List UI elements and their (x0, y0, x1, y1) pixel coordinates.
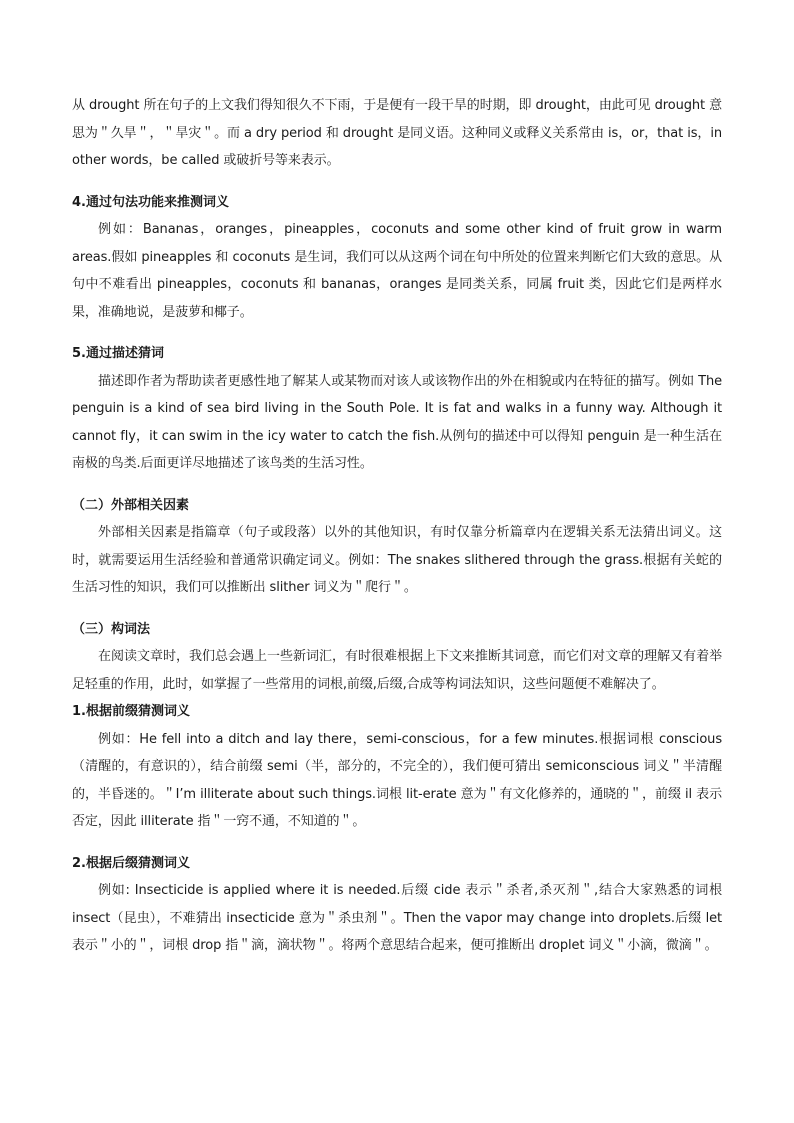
paragraph-prefix: 例如：He fell into a ditch and lay there，semi-conscious，for a few minutes.根据词根 conscious（清醒的，有意识的），结合前缀 semi（半，部分的，不完全的），我们便可猜出 semiconscious 词义＂半清醒的，半昏迷的。＂I’m illiterate about such things.词根 lit-erate 意为＂有文化修养的，通晓的＂，前缀 il 表示否定，因此 illiterate 指＂一窍不通，不知道的＂。 (72, 731, 722, 829)
paragraph-word-formation: 在阅读文章时，我们总会遇上一些新词汇，有时很难根据上下文来推断其词意，而它们对文章的理解又有着举足轻重的作用，此时，如掌握了一些常用的词根,前缀,后缀,合成等构词法知识，这些问题便不难解决了。 (72, 649, 722, 692)
paragraph-external-factors: 外部相关因素是指篇章（句子或段落）以外的其他知识，有时仅靠分析篇章内在逻辑关系无法猜出词义。这时，就需要运用生活经验和普通常识确定词义。例如：The snakes slithered through the grass.根据有关蛇的生活习性的知识，我们可以推断出 slither 词义为＂爬行＂。 (72, 525, 722, 595)
heading-prefix: 1.根据前缀猜测词义 (72, 704, 190, 719)
paragraph-suffix: 例如: Insecticide is applied where it is needed.后缀 cide 表示＂杀者,杀灭剂＂,结合大家熟悉的词根 insect（昆虫），不难猜出 insecticide 意为＂杀虫剂＂。Then the vapor may change into droplets.后缀 let 表示＂小的＂，词根 drop 指＂滴，滴状物＂。将两个意思结合起来，便可推断出 droplet 词义＂小滴，微滴＂。 (72, 883, 722, 953)
heading-suffix: 2.根据后缀猜测词义 (72, 855, 190, 871)
heading-syntax-function: 4.通过句法功能来推测词义 (72, 194, 229, 210)
paragraph-description: 描述即作者为帮助读者更感性地了解某人或某物而对该人或该物作出的外在相貌或内在特征的描写。例如 The penguin is a kind of sea bird living in the South Pole. It is fat and walks in a funny way. Although it cannot fly，it can swim in the icy water to catch the fish.从例句的描述中可以得知 penguin 是一种生活在南极的鸟类.后面更详尽地描述了该鸟类的生活习性。 (72, 373, 722, 471)
paragraph-syntax-function: 例如：Bananas，oranges，pineapples，coconuts and some other kind of fruit grow in warm areas.假如 pineapples 和 coconuts 是生词，我们可以从这两个词在句中所处的位置来判断它们大致的意思。从句中不难看出 pineapples，coconuts 和 bananas，oranges 是同类关系，同属 fruit 类，因此它们是两样水果，准确地说，是菠萝和椰子。 (72, 222, 722, 320)
heading-word-formation: （三）构词法 (72, 621, 151, 637)
heading-description: 5.通过描述猜词 (72, 346, 164, 361)
paragraph-intro: 从 drought 所在句子的上文我们得知很久不下雨，于是便有一段干旱的时期，即 drought，由此可见 drought 意思为＂久旱＂，＂旱灾＂。而 a dry period 和 drought 是同义语。这种同义或释义关系常由 is，or，that is，in other words，be called 或破折号等来表示。 (72, 98, 722, 168)
heading-external-factors: （二）外部相关因素 (72, 497, 190, 513)
document-body (72, 92, 722, 960)
